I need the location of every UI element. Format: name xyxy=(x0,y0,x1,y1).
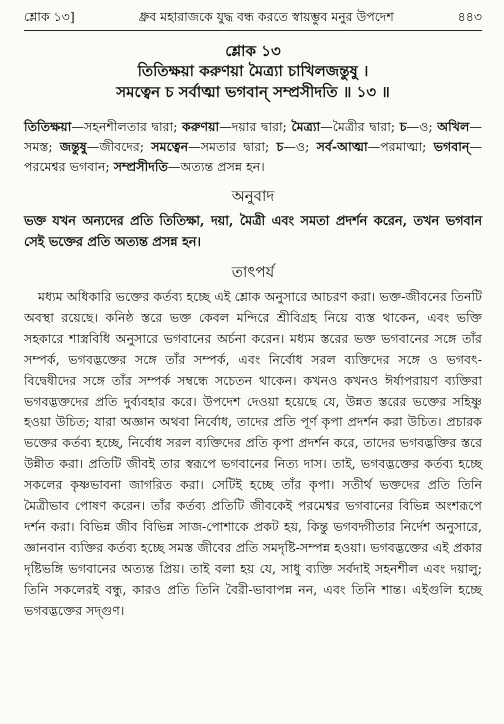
synonym-meaning: —ও; xyxy=(283,139,317,154)
verse-line-1: তিতিক্ষয়া করুণয়া মৈত্র্যা চাখিলজন্তুষু । xyxy=(137,62,369,80)
synonym-meaning: —দয়ার দ্বারা; xyxy=(219,119,292,134)
purport xyxy=(24,287,482,622)
synonym-meaning: —ও; xyxy=(406,119,438,134)
synonym-word: চ xyxy=(399,119,407,134)
synonym-word: সর্ব-আত্মা xyxy=(316,139,368,154)
translation-text: ভক্ত যখন অন্যদের প্রতি তিতিক্ষা, দয়া, মৈত্রী এবং সমতা প্রদর্শন করেন, তখন ভগবান সেই ভক্তের প্রতি অত্যন্ত প্রসন্ন হন। xyxy=(24,214,482,250)
synonym-word: সমত্বেন xyxy=(151,139,189,154)
header-divider xyxy=(24,30,482,31)
synonym-word: জন্তুষু xyxy=(59,139,87,154)
verse-line-2: সমত্বেন চ সর্বাত্মা ভগবান্ সম্প্রসীদতি ॥ ১৩ ॥ xyxy=(116,83,390,101)
synonym-word: তিতিক্ষয়া xyxy=(24,119,72,134)
synonym-word: মৈত্র্যা xyxy=(291,119,321,134)
purport-text: মধ্যম অধিকারি ভক্তের কর্তব্য হচ্ছে এই শ্লোক অনুসারে আচরণ করা। ভক্ত-জীবনের তিনটি অবস্থা রয়েছে। কনিষ্ঠ স্তরে ভক্ত কেবল মন্দিরে শ্রীবিগ্রহ নিয়ে ব্যস্ত থাকেন, এবং ভক্তি সহকারে শাস্ত্রবিধি অনুসারে ভগবানের অর্চনা করেন। মধ্যম স্তরের ভক্ত ভগবানের সঙ্গে তাঁর সম্পর্ক, ভগবদ্ভক্তের সঙ্গে তাঁর সম্পর্ক, এবং নির্বোধ সরল ব্যক্তিদের সঙ্গে ও ভগবৎ-বিদ্বেষীদের সঙ্গে তাঁর সম্পর্ক সম্বন্ধে সচেতন থাকেন। কখনও কখনও ঈর্ষাপরায়ণ ব্যক্তিরা ভগবদ্ভক্তদের প্রতি দুর্ব্যবহার করে। উপদেশ দেওয়া হয়েছে যে, উন্নত স্তরের ভক্তের সহিষ্ণু হওয়া উচিত; যারা অজ্ঞান অথবা নির্বোধ, তাদের প্রতি পূর্ণ কৃপা প্রদর্শন করা উচিত। প্রচারক ভক্তের কর্তব্য হচ্ছে, নির্বোধ সরল ব্যক্তিদের প্রতি কৃপা প্রদর্শন করে, তাদের ভগবদ্ভক্তির স্তরে উন্নীত করা। প্রতিটি জীবই তার স্বরূপে ভগবানের নিত্য দাস। তাই, ভগবদ্ভক্তের কর্তব্য হচ্ছে সকলের কৃষ্ণভাবনা জাগরিত করা। সেটিই হচ্ছে তাঁর কৃপা। সতীর্থ ভক্তদের প্রতি তিনি মৈত্রীভাব পোষণ করেন। তাঁর কর্তব্য প্রতিটি জীবকেই পরমেশ্বর ভগবানের বিভিন্ন অংশরূপে দর্শন করা। বিভিন্ন জীব বিভিন্ন সাজ-পোশাকে প্রকট হয়, কিন্তু ভগবদ্গীতার নির্দেশ অনুসারে, জ্ঞানবান ব্যক্তির কর্তব্য হচ্ছে সমস্ত জীবের প্রতি সমদৃষ্টি-সম্পন্ন হওয়া। ভগবদ্ভক্তের এই প্রকার দৃষ্টিভঙ্গি ভগবানের অত্যন্ত প্রিয়। তাই বলা হয় যে, সাধু ব্যক্তি সর্বদাই সহনশীল এবং দয়ালু; তিনি সকলেরই বন্ধু, কারও প্রতি তিনি বৈরী-ভাবাপন্ন নন, এবং তিনি শান্ত। এইগুলি হচ্ছে ভগবদ্ভক্তের সদ্গুণ। xyxy=(24,289,482,618)
synonym-meaning: —অত্যন্ত প্রসন্ন হন। xyxy=(167,159,265,174)
synonym-meaning: —সমস্ত; xyxy=(24,119,482,154)
synonym-meaning: —সমতার দ্বারা; xyxy=(188,139,277,154)
synonyms xyxy=(24,117,482,177)
synonym-word: অখিল xyxy=(437,119,470,134)
synonym-meaning: —পরমাত্মা; xyxy=(367,139,434,154)
verse-label: শ্লোক ১৩ xyxy=(225,42,281,60)
header-verse-ref: শ্লোক ১৩] xyxy=(24,9,75,24)
purport-heading: তাৎপর্য xyxy=(231,263,275,281)
synonym-meaning: —সহনশীলতার দ্বারা; xyxy=(71,119,183,134)
synonyms-paragraph xyxy=(24,117,482,177)
synonym-word: ভগবান্ xyxy=(433,139,470,154)
synonym-meaning: —জীবদের; xyxy=(86,139,152,154)
header-running-title: ধ্রুব মহারাজকে যুদ্ধ বন্ধ করতে স্বায়ম্ভুব মনুর উপদেশ xyxy=(138,9,394,24)
synonym-word: করুণয়া xyxy=(182,119,220,134)
page-number: ৪৪৩ xyxy=(457,9,482,24)
translation-heading: অনুবাদ xyxy=(231,187,275,205)
synonym-word: সম্প্রসীদতি xyxy=(113,159,168,174)
synonym-meaning: —পরমেশ্বর ভগবান; xyxy=(24,139,483,174)
synonym-word: চ xyxy=(276,139,284,154)
translation xyxy=(24,211,482,253)
running-header xyxy=(24,0,482,26)
synonym-meaning: —মৈত্রীর দ্বারা; xyxy=(320,119,400,134)
